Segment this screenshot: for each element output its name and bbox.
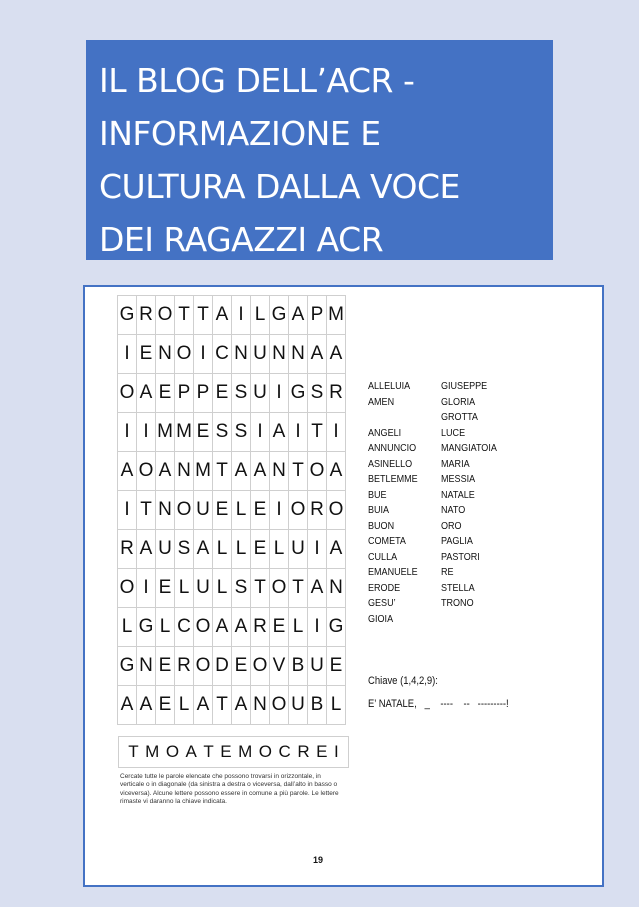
grid-row xyxy=(118,569,346,608)
grid-cell: N xyxy=(175,452,194,491)
word-list-item: GLORIA xyxy=(441,395,476,408)
word-list-column-2 xyxy=(441,379,497,612)
grid-row xyxy=(118,413,346,452)
grid-cell: P xyxy=(308,296,327,335)
word-list-item: ANNUNCIO xyxy=(368,442,417,454)
grid-cell: A xyxy=(118,452,137,491)
word-list-item: BETLEMME xyxy=(368,473,418,485)
title-line: INFORMAZIONE E xyxy=(99,114,381,153)
grid-cell: B xyxy=(289,647,308,686)
grid-cell: I xyxy=(308,530,327,569)
key-letter: A xyxy=(185,742,197,761)
grid-cell: P xyxy=(175,374,194,413)
word-list-item: LUCE xyxy=(441,426,466,439)
grid-cell: E xyxy=(251,530,270,569)
grid-cell: S xyxy=(232,569,251,608)
word-list-item: ORO xyxy=(441,519,462,532)
word-list-item: COMETA xyxy=(368,535,406,547)
grid-row xyxy=(118,296,346,335)
grid-cell: L xyxy=(289,608,308,647)
grid-cell: E xyxy=(156,374,175,413)
word-list-item: NATO xyxy=(441,504,466,516)
title-line: IL BLOG DELL’ACR - xyxy=(99,61,415,100)
key-letter: T xyxy=(203,742,214,761)
grid-cell: I xyxy=(194,335,213,374)
grid-cell: I xyxy=(308,608,327,647)
word-list-item: EMANUELE xyxy=(368,566,418,578)
grid-cell: L xyxy=(327,686,346,725)
grid-cell: T xyxy=(194,296,213,335)
word-list-item: GIOIA xyxy=(368,612,394,625)
grid-cell: R xyxy=(251,608,270,647)
grid-cell: G xyxy=(327,608,346,647)
grid-cell: U xyxy=(251,374,270,413)
grid-cell: I xyxy=(118,335,137,374)
word-list-item: ANGELI xyxy=(368,426,402,439)
answer-template: E’ NATALE, _ ---- -- ---------! xyxy=(368,698,509,710)
grid-cell: T xyxy=(289,452,308,491)
key-letters-row xyxy=(118,736,349,768)
title-line: CULTURA DALLA VOCE xyxy=(99,167,460,206)
grid-cell: I xyxy=(270,491,289,530)
grid-cell: U xyxy=(251,335,270,374)
grid-cell: N xyxy=(156,335,175,374)
word-list-item: GIUSEPPE xyxy=(441,380,488,392)
grid-cell: E xyxy=(251,491,270,530)
grid-cell: E xyxy=(213,374,232,413)
key-letter: E xyxy=(316,742,328,761)
grid-cell: I xyxy=(251,413,270,452)
grid-cell: G xyxy=(289,374,308,413)
grid-cell: O xyxy=(251,647,270,686)
grid-cell: U xyxy=(194,569,213,608)
grid-cell: S xyxy=(232,374,251,413)
key-label: Chiave (1,4,2,9): xyxy=(368,675,438,687)
word-list-item: GESU’ xyxy=(368,597,396,609)
grid-cell: L xyxy=(270,530,289,569)
word-list-item: STELLA xyxy=(441,581,475,594)
grid-cell: E xyxy=(194,413,213,452)
grid-cell: O xyxy=(156,296,175,335)
grid-cell: N xyxy=(232,335,251,374)
grid-cell: O xyxy=(194,608,213,647)
grid-cell: N xyxy=(137,647,156,686)
grid-cell: G xyxy=(270,296,289,335)
word-list-item: RE xyxy=(441,566,454,578)
word-list-item: CULLA xyxy=(368,550,398,563)
grid-row xyxy=(118,374,346,413)
grid-cell: C xyxy=(213,335,232,374)
grid-cell: T xyxy=(289,569,308,608)
grid-cell: E xyxy=(270,608,289,647)
word-list-item: MESSIA xyxy=(441,473,476,485)
grid-cell: O xyxy=(118,569,137,608)
grid-cell: R xyxy=(118,530,137,569)
grid-cell: I xyxy=(270,374,289,413)
grid-cell: L xyxy=(213,530,232,569)
grid-cell: G xyxy=(118,296,137,335)
grid-cell: G xyxy=(118,647,137,686)
grid-cell: O xyxy=(327,491,346,530)
word-list-item: ASINELLO xyxy=(368,457,413,470)
word-list-item: NATALE xyxy=(441,488,475,501)
grid-cell: A xyxy=(137,686,156,725)
grid-cell: S xyxy=(308,374,327,413)
grid-cell: R xyxy=(175,647,194,686)
grid-cell: S xyxy=(232,413,251,452)
grid-row xyxy=(118,452,346,491)
word-list-item: TRONO xyxy=(441,597,474,609)
grid-cell: A xyxy=(327,530,346,569)
grid-cell: D xyxy=(213,647,232,686)
grid-cell: L xyxy=(232,491,251,530)
grid-cell: O xyxy=(175,491,194,530)
grid-cell: O xyxy=(270,686,289,725)
grid-cell: B xyxy=(308,686,327,725)
grid-cell: U xyxy=(308,647,327,686)
grid-cell: N xyxy=(270,335,289,374)
word-list-item xyxy=(368,410,418,426)
grid-cell: A xyxy=(137,530,156,569)
key-letter: C xyxy=(278,742,291,761)
grid-cell: O xyxy=(175,335,194,374)
grid-cell: L xyxy=(175,569,194,608)
word-list-column-1 xyxy=(368,379,418,627)
grid-cell: T xyxy=(213,452,232,491)
word-list-item: PAGLIA xyxy=(441,535,473,547)
grid-cell: S xyxy=(175,530,194,569)
grid-row xyxy=(118,530,346,569)
grid-cell: A xyxy=(137,374,156,413)
grid-cell: O xyxy=(289,491,308,530)
grid-cell: A xyxy=(270,413,289,452)
grid-cell: O xyxy=(270,569,289,608)
key-letter: O xyxy=(258,742,273,761)
grid-cell: I xyxy=(289,413,308,452)
grid-cell: I xyxy=(327,413,346,452)
grid-cell: I xyxy=(137,569,156,608)
key-letter: O xyxy=(165,742,180,761)
grid-cell: O xyxy=(118,374,137,413)
word-list-item: AMEN xyxy=(368,395,395,408)
word-list-item: BUON xyxy=(368,519,395,532)
grid-cell: N xyxy=(289,335,308,374)
grid-cell: A xyxy=(194,686,213,725)
key-letter: M xyxy=(238,742,253,761)
word-list-item: PASTORI xyxy=(441,550,480,563)
word-list-item: MARIA xyxy=(441,457,470,470)
grid-cell: E xyxy=(137,335,156,374)
grid-cell: U xyxy=(289,530,308,569)
grid-cell: M xyxy=(194,452,213,491)
key-letter: R xyxy=(297,742,310,761)
word-search-grid xyxy=(117,295,346,725)
instructions-text: Cercate tutte le parole elencate che possono trovarsi in orizzontale, in verticale o in diagonale (da sinistra a destra o viceversa, dall’alto in basso o viceversa). Alcune lettere possono essere in comune a più parole. Le lettere rimaste vi daranno la chiave indicata. xyxy=(120,773,339,805)
word-list-item: MANGIATOIA xyxy=(441,442,497,454)
grid-cell: O xyxy=(194,647,213,686)
key-letter: E xyxy=(220,742,232,761)
grid-row xyxy=(118,608,346,647)
grid-cell: L xyxy=(156,608,175,647)
grid-cell: L xyxy=(251,296,270,335)
word-list-item: ERODE xyxy=(368,581,401,594)
grid-cell: R xyxy=(308,491,327,530)
page-number: 19 xyxy=(313,855,324,865)
grid-cell: A xyxy=(194,530,213,569)
grid-cell: N xyxy=(270,452,289,491)
grid-cell: O xyxy=(137,452,156,491)
grid-cell: T xyxy=(308,413,327,452)
grid-cell: L xyxy=(118,608,137,647)
grid-cell: E xyxy=(327,647,346,686)
grid-cell: E xyxy=(232,647,251,686)
grid-cell: T xyxy=(251,569,270,608)
grid-cell: M xyxy=(175,413,194,452)
key-letter: T xyxy=(128,742,139,761)
grid-cell: E xyxy=(156,686,175,725)
word-list-item: ALLELUIA xyxy=(368,380,411,392)
grid-cell: N xyxy=(327,569,346,608)
grid-cell: A xyxy=(156,452,175,491)
grid-cell: T xyxy=(175,296,194,335)
grid-cell: A xyxy=(308,569,327,608)
grid-cell: T xyxy=(213,686,232,725)
grid-cell: A xyxy=(213,608,232,647)
grid-cell: A xyxy=(289,296,308,335)
grid-cell: A xyxy=(251,452,270,491)
grid-cell: U xyxy=(289,686,308,725)
grid-row xyxy=(118,491,346,530)
grid-cell: S xyxy=(213,413,232,452)
grid-cell: A xyxy=(327,335,346,374)
grid-cell: E xyxy=(213,491,232,530)
grid-cell: E xyxy=(156,647,175,686)
grid-cell: M xyxy=(327,296,346,335)
grid-cell: A xyxy=(232,452,251,491)
grid-cell: I xyxy=(137,413,156,452)
grid-cell: R xyxy=(327,374,346,413)
grid-row xyxy=(118,686,346,725)
grid-cell: I xyxy=(118,491,137,530)
grid-cell: U xyxy=(194,491,213,530)
word-list-item: BUE xyxy=(368,488,387,501)
key-letter: M xyxy=(145,742,160,761)
grid-cell: I xyxy=(118,413,137,452)
grid-cell: A xyxy=(232,608,251,647)
grid-cell: R xyxy=(137,296,156,335)
grid-cell: N xyxy=(251,686,270,725)
grid-cell: C xyxy=(175,608,194,647)
grid-cell: L xyxy=(213,569,232,608)
word-list-item: BUIA xyxy=(368,504,390,516)
grid-cell: I xyxy=(232,296,251,335)
grid-cell: M xyxy=(156,413,175,452)
grid-cell: E xyxy=(156,569,175,608)
key-letter: I xyxy=(333,742,339,761)
grid-cell: N xyxy=(156,491,175,530)
grid-cell: A xyxy=(308,335,327,374)
grid-cell: G xyxy=(137,608,156,647)
title-line: DEI RAGAZZI ACR xyxy=(99,220,384,259)
grid-cell: P xyxy=(194,374,213,413)
grid-cell: A xyxy=(118,686,137,725)
grid-cell: T xyxy=(137,491,156,530)
grid-row xyxy=(118,335,346,374)
grid-cell: L xyxy=(175,686,194,725)
title-banner xyxy=(86,40,553,260)
grid-cell: O xyxy=(308,452,327,491)
grid-cell: V xyxy=(270,647,289,686)
grid-cell: U xyxy=(156,530,175,569)
word-list-item: GROTTA xyxy=(441,411,478,423)
puzzle-page xyxy=(83,285,604,887)
grid-cell: A xyxy=(327,452,346,491)
grid-cell: A xyxy=(213,296,232,335)
grid-cell: L xyxy=(232,530,251,569)
grid-cell: A xyxy=(232,686,251,725)
grid-row xyxy=(118,647,346,686)
